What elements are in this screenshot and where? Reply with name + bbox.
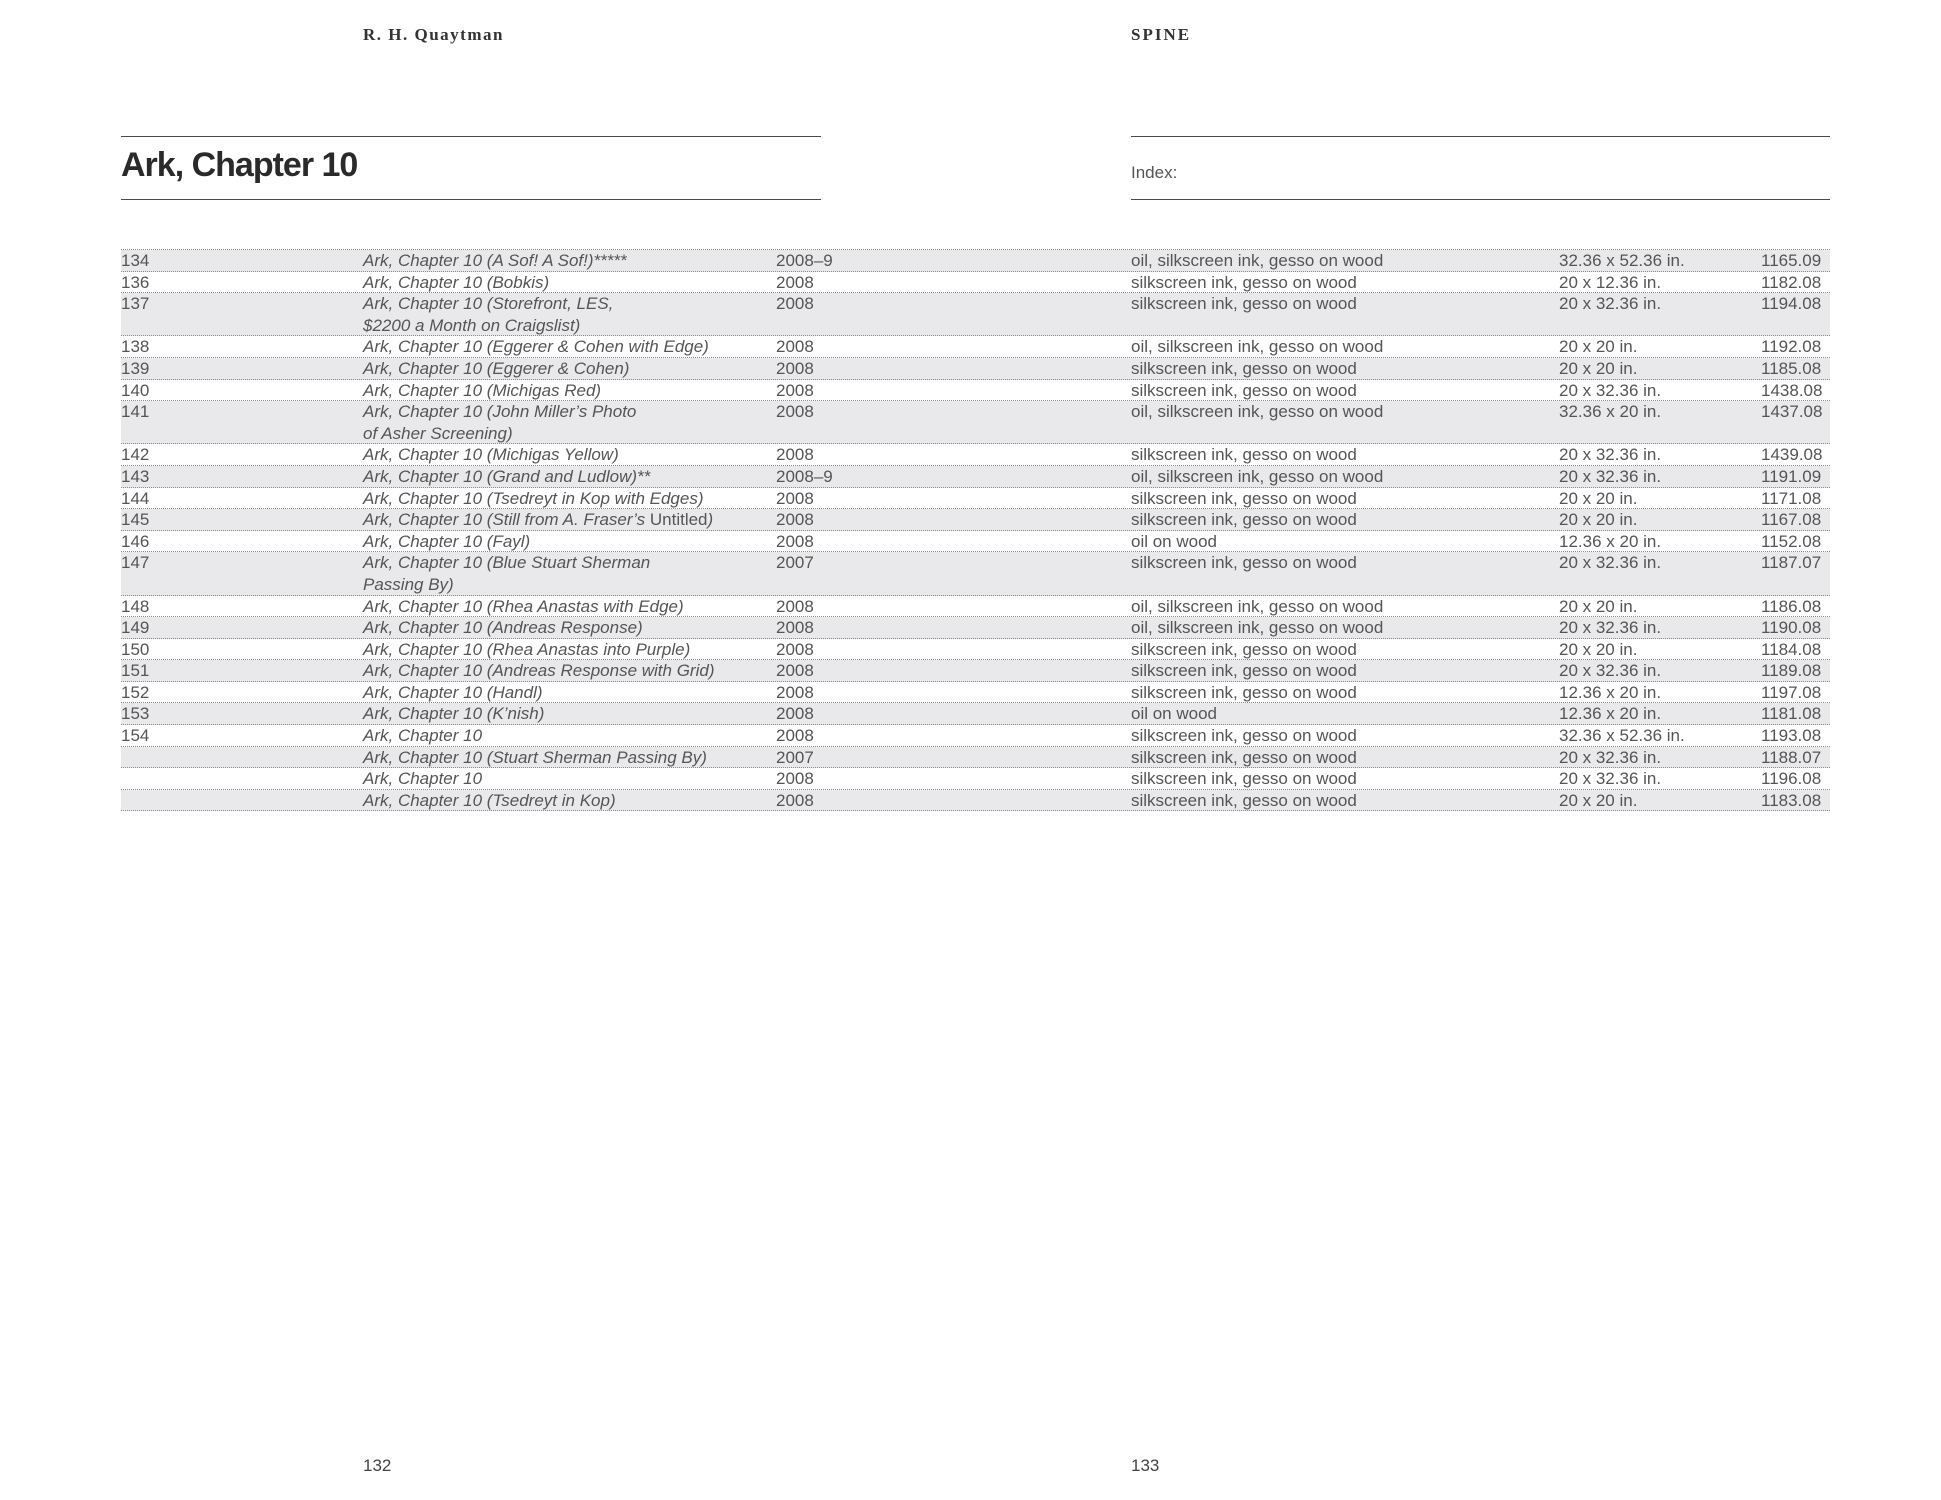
cell-year: 2008 xyxy=(776,790,814,810)
cell-dimensions: 20 x 20 in. xyxy=(1559,790,1638,810)
cell-medium: silkscreen ink, gesso on wood xyxy=(1131,294,1357,314)
cell-title-text: Ark, Chapter 10 (Storefront, LES, xyxy=(363,294,614,314)
catalog-table xyxy=(121,249,1830,811)
cell-dimensions: 20 x 32.36 in. xyxy=(1559,769,1662,789)
cell-catalog-number: 1194.08 xyxy=(1761,294,1822,314)
cell-title-line2: of Asher Screening) xyxy=(363,423,513,443)
cell-year: 2008 xyxy=(776,272,814,292)
table-row xyxy=(121,703,1830,725)
cell-title xyxy=(363,617,643,639)
cell-title-text: Ark, Chapter 10 (Eggerer & Cohen) xyxy=(363,358,630,378)
cell-plate-number: 146 xyxy=(121,531,150,551)
cell-catalog-number: 1171.08 xyxy=(1761,488,1822,508)
cell-title-text: Ark, Chapter 10 xyxy=(363,769,483,789)
cell-plate-number: 152 xyxy=(121,682,150,702)
cell-dimensions: 20 x 32.36 in. xyxy=(1559,380,1662,400)
cell-dimensions: 12.36 x 20 in. xyxy=(1559,704,1662,724)
cell-year: 2008 xyxy=(776,402,814,422)
table-row xyxy=(121,293,1830,336)
cell-title-text: Ark, Chapter 10 xyxy=(363,726,483,746)
cell-year: 2008–9 xyxy=(776,466,833,486)
table-row xyxy=(121,660,1830,682)
cell-plate-number: 139 xyxy=(121,358,150,378)
cell-title xyxy=(363,768,482,790)
cell-medium: oil on wood xyxy=(1131,704,1218,724)
table-row xyxy=(121,466,1830,488)
cell-medium: oil on wood xyxy=(1131,531,1218,551)
cell-title-text: Ark, Chapter 10 (Rhea Anastas into Purple) xyxy=(363,639,691,659)
cell-medium: silkscreen ink, gesso on wood xyxy=(1131,639,1357,659)
cell-catalog-number: 1189.08 xyxy=(1761,661,1822,681)
cell-medium: silkscreen ink, gesso on wood xyxy=(1131,358,1357,378)
page-title: Ark, Chapter 10 xyxy=(121,146,358,184)
cell-catalog-number: 1193.08 xyxy=(1761,726,1822,746)
cell-title xyxy=(363,660,715,682)
cell-title-text: Ark, Chapter 10 (Andreas Response) xyxy=(363,618,643,638)
cell-title xyxy=(363,250,627,272)
cell-catalog-number: 1184.08 xyxy=(1761,639,1822,659)
cell-medium: oil, silkscreen ink, gesso on wood xyxy=(1131,402,1384,422)
table-row xyxy=(121,725,1830,747)
table-row xyxy=(121,272,1830,294)
cell-title xyxy=(363,401,636,444)
cell-title xyxy=(363,703,544,725)
cell-plate-number: 154 xyxy=(121,726,150,746)
cell-dimensions: 12.36 x 20 in. xyxy=(1559,531,1662,551)
cell-catalog-number: 1437.08 xyxy=(1761,402,1823,422)
cell-plate-number: 153 xyxy=(121,704,150,724)
cell-title-plain: Untitled xyxy=(649,510,708,530)
cell-year: 2008 xyxy=(776,618,814,638)
table-row xyxy=(121,531,1830,553)
cell-medium: silkscreen ink, gesso on wood xyxy=(1131,661,1357,681)
cell-plate-number: 134 xyxy=(121,251,150,270)
cell-catalog-number: 1181.08 xyxy=(1761,704,1822,724)
cell-year: 2008 xyxy=(776,445,814,465)
page-number-left: 132 xyxy=(363,1456,392,1475)
cell-title-text: Ark, Chapter 10 (Bobkis) xyxy=(363,272,550,292)
cell-catalog-number: 1165.09 xyxy=(1761,251,1822,270)
cell-medium: silkscreen ink, gesso on wood xyxy=(1131,272,1357,292)
cell-dimensions: 20 x 12.36 in. xyxy=(1559,272,1662,292)
cell-title-text: Ark, Chapter 10 (A Sof! A Sof!)***** xyxy=(363,251,627,270)
cell-medium: silkscreen ink, gesso on wood xyxy=(1131,726,1357,746)
table-row xyxy=(121,358,1830,380)
cell-plate-number: 138 xyxy=(121,337,150,357)
cell-year: 2008 xyxy=(776,704,814,724)
cell-dimensions: 12.36 x 20 in. xyxy=(1559,682,1662,702)
cell-year: 2008 xyxy=(776,661,814,681)
cell-medium: silkscreen ink, gesso on wood xyxy=(1131,682,1357,702)
cell-dimensions: 20 x 32.36 in. xyxy=(1559,294,1662,314)
cell-year: 2008 xyxy=(776,337,814,357)
cell-dimensions: 20 x 20 in. xyxy=(1559,510,1638,530)
cell-title xyxy=(363,531,530,553)
table-row xyxy=(121,488,1830,510)
cell-dimensions: 20 x 32.36 in. xyxy=(1559,618,1662,638)
cell-title-line2: $2200 a Month on Craigslist) xyxy=(363,315,581,335)
cell-title-text: Ark, Chapter 10 (Andreas Response with Grid) xyxy=(363,661,715,681)
cell-year: 2008 xyxy=(776,682,814,702)
table-row xyxy=(121,639,1830,661)
table-row xyxy=(121,596,1830,618)
table-row xyxy=(121,617,1830,639)
cell-plate-number: 145 xyxy=(121,510,150,530)
cell-year: 2008 xyxy=(776,358,814,378)
cell-medium: oil, silkscreen ink, gesso on wood xyxy=(1131,596,1384,616)
cell-dimensions: 20 x 20 in. xyxy=(1559,358,1638,378)
cell-medium: oil, silkscreen ink, gesso on wood xyxy=(1131,251,1384,270)
running-head-section: SPINE xyxy=(1131,25,1192,44)
cell-catalog-number: 1438.08 xyxy=(1761,380,1823,400)
cell-dimensions: 20 x 20 in. xyxy=(1559,488,1638,508)
cell-plate-number: 151 xyxy=(121,661,150,681)
cell-plate-number: 137 xyxy=(121,294,150,314)
table-row xyxy=(121,444,1830,466)
cell-title-text: Ark, Chapter 10 (Fayl) xyxy=(363,531,531,551)
cell-year: 2008 xyxy=(776,380,814,400)
cell-year: 2008 xyxy=(776,726,814,746)
cell-title-text: Ark, Chapter 10 (K’nish) xyxy=(363,704,545,724)
cell-title-text: Ark, Chapter 10 (Rhea Anastas with Edge) xyxy=(363,596,684,616)
table-row xyxy=(121,682,1830,704)
cell-catalog-number: 1185.08 xyxy=(1761,358,1822,378)
cell-catalog-number: 1196.08 xyxy=(1761,769,1822,789)
cell-medium: silkscreen ink, gesso on wood xyxy=(1131,488,1357,508)
cell-medium: silkscreen ink, gesso on wood xyxy=(1131,445,1357,465)
cell-title xyxy=(363,444,619,466)
cell-medium: silkscreen ink, gesso on wood xyxy=(1131,510,1357,530)
title-rule-bottom xyxy=(121,199,821,200)
cell-medium: silkscreen ink, gesso on wood xyxy=(1131,747,1357,767)
cell-dimensions: 20 x 32.36 in. xyxy=(1559,747,1662,767)
cell-title xyxy=(363,596,684,618)
cell-medium: silkscreen ink, gesso on wood xyxy=(1131,380,1357,400)
cell-year: 2008 xyxy=(776,488,814,508)
index-label: Index: xyxy=(1131,163,1178,182)
cell-catalog-number: 1439.08 xyxy=(1761,445,1823,465)
cell-title-text: Ark, Chapter 10 (Blue Stuart Sherman xyxy=(363,553,651,573)
cell-title xyxy=(363,682,543,704)
table-row xyxy=(121,747,1830,769)
table-row xyxy=(121,509,1830,531)
cell-title xyxy=(363,790,616,812)
cell-dimensions: 32.36 x 52.36 in. xyxy=(1559,726,1685,746)
cell-medium: silkscreen ink, gesso on wood xyxy=(1131,769,1357,789)
cell-plate-number: 144 xyxy=(121,488,150,508)
cell-title-end: ) xyxy=(707,510,714,530)
cell-catalog-number: 1167.08 xyxy=(1761,510,1822,530)
cell-plate-number: 136 xyxy=(121,272,150,292)
cell-medium: silkscreen ink, gesso on wood xyxy=(1131,553,1357,573)
cell-title xyxy=(363,725,482,747)
cell-title-text: Ark, Chapter 10 (Michigas Red) xyxy=(363,380,602,400)
cell-title xyxy=(363,336,709,358)
cell-plate-number: 149 xyxy=(121,618,150,638)
index-rule-bottom xyxy=(1131,199,1830,200)
cell-year: 2008–9 xyxy=(776,251,833,270)
cell-year: 2008 xyxy=(776,510,814,530)
cell-title-text: Ark, Chapter 10 (Eggerer & Cohen with Edge) xyxy=(363,337,709,357)
cell-title xyxy=(363,380,601,402)
cell-title xyxy=(363,358,629,380)
cell-plate-number: 147 xyxy=(121,553,150,573)
cell-year: 2008 xyxy=(776,639,814,659)
cell-medium: oil, silkscreen ink, gesso on wood xyxy=(1131,618,1384,638)
cell-dimensions: 20 x 32.36 in. xyxy=(1559,445,1662,465)
cell-title xyxy=(363,272,549,294)
cell-dimensions: 20 x 32.36 in. xyxy=(1559,553,1662,573)
cell-dimensions: 20 x 20 in. xyxy=(1559,639,1638,659)
cell-title-text: Ark, Chapter 10 (Grand and Ludlow)** xyxy=(363,466,651,486)
cell-title-text: Ark, Chapter 10 (Still from A. Fraser’s xyxy=(363,510,650,530)
cell-title-text: Ark, Chapter 10 (Michigas Yellow) xyxy=(363,445,619,465)
cell-title-text: Ark, Chapter 10 (John Miller’s Photo xyxy=(363,402,637,422)
running-head-author: R. H. Quaytman xyxy=(363,25,504,44)
cell-plate-number: 150 xyxy=(121,639,150,659)
cell-year: 2008 xyxy=(776,596,814,616)
cell-title xyxy=(363,747,707,769)
cell-catalog-number: 1152.08 xyxy=(1761,531,1822,551)
cell-catalog-number: 1191.09 xyxy=(1761,466,1822,486)
cell-dimensions: 20 x 20 in. xyxy=(1559,337,1638,357)
cell-medium: silkscreen ink, gesso on wood xyxy=(1131,790,1357,810)
cell-title xyxy=(363,509,713,531)
cell-catalog-number: 1183.08 xyxy=(1761,790,1822,810)
cell-title-text: Ark, Chapter 10 (Handl) xyxy=(363,682,543,702)
table-row xyxy=(121,790,1830,812)
page-number-right: 133 xyxy=(1131,1456,1160,1475)
cell-title-text: Ark, Chapter 10 (Stuart Sherman Passing By) xyxy=(363,747,707,767)
table-row xyxy=(121,401,1830,444)
cell-title xyxy=(363,552,650,595)
title-rule-top xyxy=(121,136,821,137)
cell-year: 2008 xyxy=(776,531,814,551)
cell-dimensions: 20 x 20 in. xyxy=(1559,596,1638,616)
cell-year: 2008 xyxy=(776,769,814,789)
table-row xyxy=(121,768,1830,790)
index-rule-top xyxy=(1131,136,1830,137)
cell-title xyxy=(363,293,613,336)
cell-title xyxy=(363,639,690,661)
cell-title xyxy=(363,466,650,488)
cell-catalog-number: 1197.08 xyxy=(1761,682,1822,702)
cell-dimensions: 20 x 32.36 in. xyxy=(1559,466,1662,486)
cell-plate-number: 148 xyxy=(121,596,150,616)
cell-title-line2: Passing By) xyxy=(363,574,454,594)
cell-dimensions: 32.36 x 20 in. xyxy=(1559,402,1662,422)
cell-dimensions: 20 x 32.36 in. xyxy=(1559,661,1662,681)
cell-catalog-number: 1190.08 xyxy=(1761,618,1822,638)
cell-plate-number: 143 xyxy=(121,466,150,486)
cell-title xyxy=(363,488,703,510)
cell-title-text: Ark, Chapter 10 (Tsedreyt in Kop) xyxy=(363,790,616,810)
table-row xyxy=(121,552,1830,595)
cell-catalog-number: 1186.08 xyxy=(1761,596,1822,616)
cell-plate-number: 140 xyxy=(121,380,150,400)
cell-catalog-number: 1187.07 xyxy=(1761,553,1822,573)
cell-plate-number: 142 xyxy=(121,445,150,465)
table-row xyxy=(121,336,1830,358)
cell-catalog-number: 1188.07 xyxy=(1761,747,1822,767)
cell-medium: oil, silkscreen ink, gesso on wood xyxy=(1131,466,1384,486)
cell-year: 2007 xyxy=(776,747,814,767)
cell-medium: oil, silkscreen ink, gesso on wood xyxy=(1131,337,1384,357)
table-row xyxy=(121,380,1830,402)
table-row xyxy=(121,250,1830,272)
cell-dimensions: 32.36 x 52.36 in. xyxy=(1559,251,1685,270)
cell-title-text: Ark, Chapter 10 (Tsedreyt in Kop with Edges) xyxy=(363,488,704,508)
cell-year: 2008 xyxy=(776,294,814,314)
cell-catalog-number: 1182.08 xyxy=(1761,272,1822,292)
cell-catalog-number: 1192.08 xyxy=(1761,337,1822,357)
cell-year: 2007 xyxy=(776,553,814,573)
cell-plate-number: 141 xyxy=(121,402,150,422)
